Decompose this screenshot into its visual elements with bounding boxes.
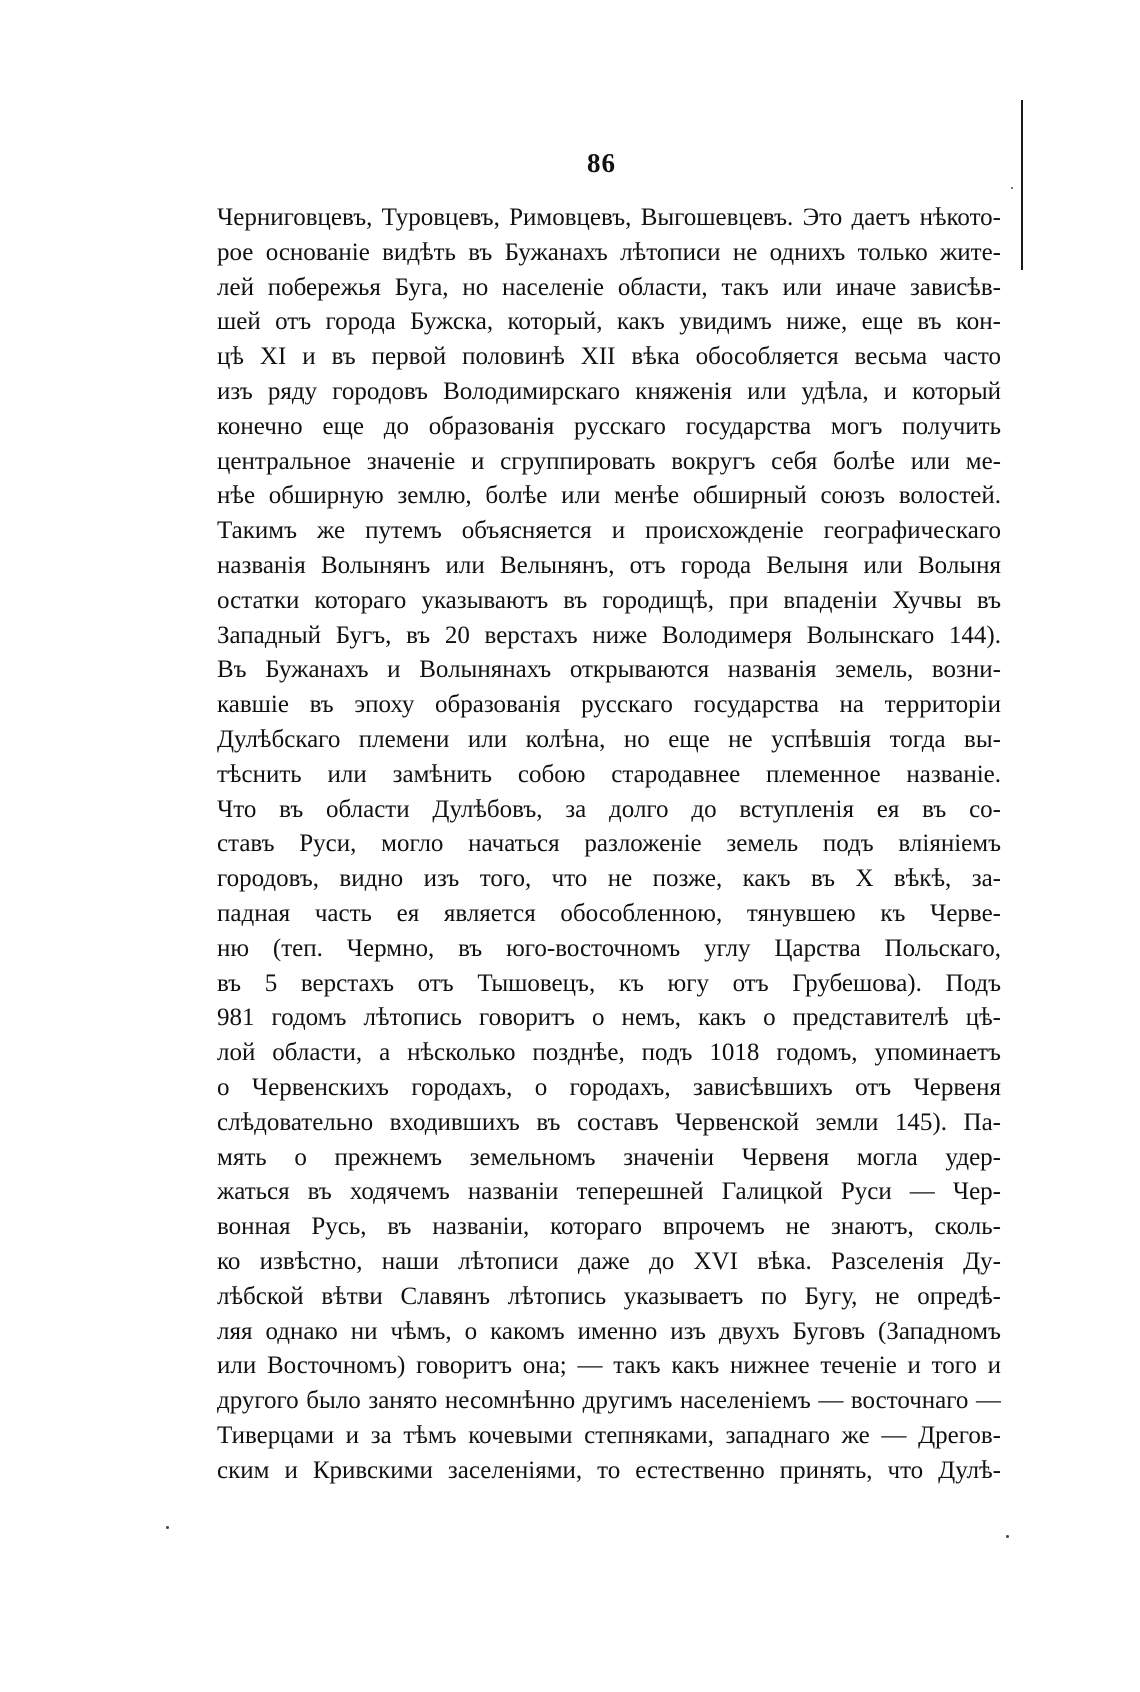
text-line: цѣ XI и въ первой половинѣ XII вѣка обособляется весьма часто: [217, 343, 1001, 371]
text-line: мять о прежнемъ земельномъ значеніи Червеня могла удер-: [217, 1143, 1001, 1171]
text-line: лой области, а нѣсколько позднѣе, подъ 1018 годомъ, упоминаетъ: [217, 1039, 1001, 1067]
text-line: ко извѣстно, наши лѣтописи даже до XVI вѣка. Разселенія Ду-: [217, 1247, 1001, 1275]
text-line: другого было занято несомнѣнно другимъ населеніемъ — восточнаго —: [217, 1387, 1001, 1415]
text-line: лей побережья Буга, но населеніе области, такъ или иначе зависѣв-: [217, 273, 1001, 301]
text-line: въ 5 верстахъ отъ Тышовецъ, къ югу отъ Грубешова). Подъ: [217, 969, 1001, 997]
text-line: Черниговцевъ, Туровцевъ, Римовцевъ, Выгошевцевъ. Это даетъ нѣкото-: [217, 204, 1001, 231]
text-line: ским и Кривскими заселеніями, то естественно принять, что Дулѣ-: [217, 1456, 1001, 1484]
text-line: 981 годомъ лѣтопись говоритъ о немъ, какъ о представителѣ цѣ-: [217, 1004, 1001, 1032]
page-number: 86: [587, 148, 616, 178]
text-line: тѣснить или замѣнить собою стародавнее племенное названіе.: [217, 760, 1001, 788]
text-line: городовъ, видно изъ того, что не позже, какъ въ X вѣкѣ, за-: [217, 865, 1001, 893]
text-line: жаться въ ходячемъ названіи теперешней Галицкой Руси — Чер-: [217, 1178, 1001, 1206]
text-line: падная часть ея является обособленною, тянувшею къ Черве-: [217, 899, 1001, 927]
text-line: конечно еще до образованія русскаго государства могъ получить: [217, 412, 1001, 440]
text-line: рое основаніе видѣть въ Бужанахъ лѣтописи не однихъ только жите-: [217, 238, 1001, 266]
text-line: Дулѣбскаго племени или колѣна, но еще не успѣвшія тогда вы-: [217, 725, 1001, 753]
text-line: остатки котораго указываютъ въ городищѣ, при впаденіи Хучвы въ: [217, 586, 1001, 614]
text-line: ставъ Руси, могло начаться разложеніе земель подъ вліяніемъ: [217, 830, 1001, 858]
scan-speck: [1006, 1535, 1009, 1538]
text-line: лѣбской вѣтви Славянъ лѣтопись указываетъ по Бугу, не опредѣ-: [217, 1282, 1001, 1310]
text-line: изъ ряду городовъ Володимирскаго княженія или удѣла, и который: [217, 377, 1001, 405]
scan-speck: [1011, 187, 1013, 189]
text-line: ляя однако ни чѣмъ, о какомъ именно изъ двухъ Буговъ (Западномъ: [217, 1317, 1001, 1345]
text-line: шей отъ города Бужска, который, какъ увидимъ ниже, еще въ кон-: [217, 308, 1001, 336]
page-edge-line: [1021, 100, 1023, 270]
text-line: Что въ области Дулѣбовъ, за долго до вступленія ея въ со-: [217, 795, 1001, 823]
text-line: Тиверцами и за тѣмъ кочевыми степняками, западнаго же — Дрегов-: [217, 1421, 1001, 1449]
scan-speck: [166, 1526, 169, 1529]
text-line: ню (теп. Чермно, въ юго-восточномъ углу Царства Польскаго,: [217, 934, 1001, 962]
text-line: Такимъ же путемъ объясняется и происхожденіе географическаго: [217, 517, 1001, 545]
body-text: [217, 201, 1001, 1488]
text-line: слѣдовательно входившихъ въ составъ Червенской земли 145). Па-: [217, 1108, 1001, 1136]
text-line: центральное значеніе и сгруппировать вокругъ себя болѣе или ме-: [217, 447, 1001, 475]
text-line: Въ Бужанахъ и Волынянахъ открываются названія земель, возни-: [217, 656, 1001, 684]
text-line: Западный Бугъ, въ 20 верстахъ ниже Володимеря Волынскаго 144).: [217, 621, 1001, 649]
text-line: вонная Русь, въ названіи, котораго впрочемъ не знаютъ, сколь-: [217, 1213, 1001, 1241]
text-line: кавшіе въ эпоху образованія русскаго государства на территоріи: [217, 691, 1001, 719]
text-line: названія Волынянъ или Велынянъ, отъ города Велыня или Волыня: [217, 551, 1001, 579]
text-line: о Червенскихъ городахъ, о городахъ, зависѣвшихъ отъ Червеня: [217, 1073, 1001, 1101]
text-line: нѣе обширную землю, болѣе или менѣе обширный союзъ волостей.: [217, 482, 1001, 510]
text-line: или Восточномъ) говоритъ она; — такъ какъ нижнее теченіе и того и: [217, 1352, 1001, 1380]
